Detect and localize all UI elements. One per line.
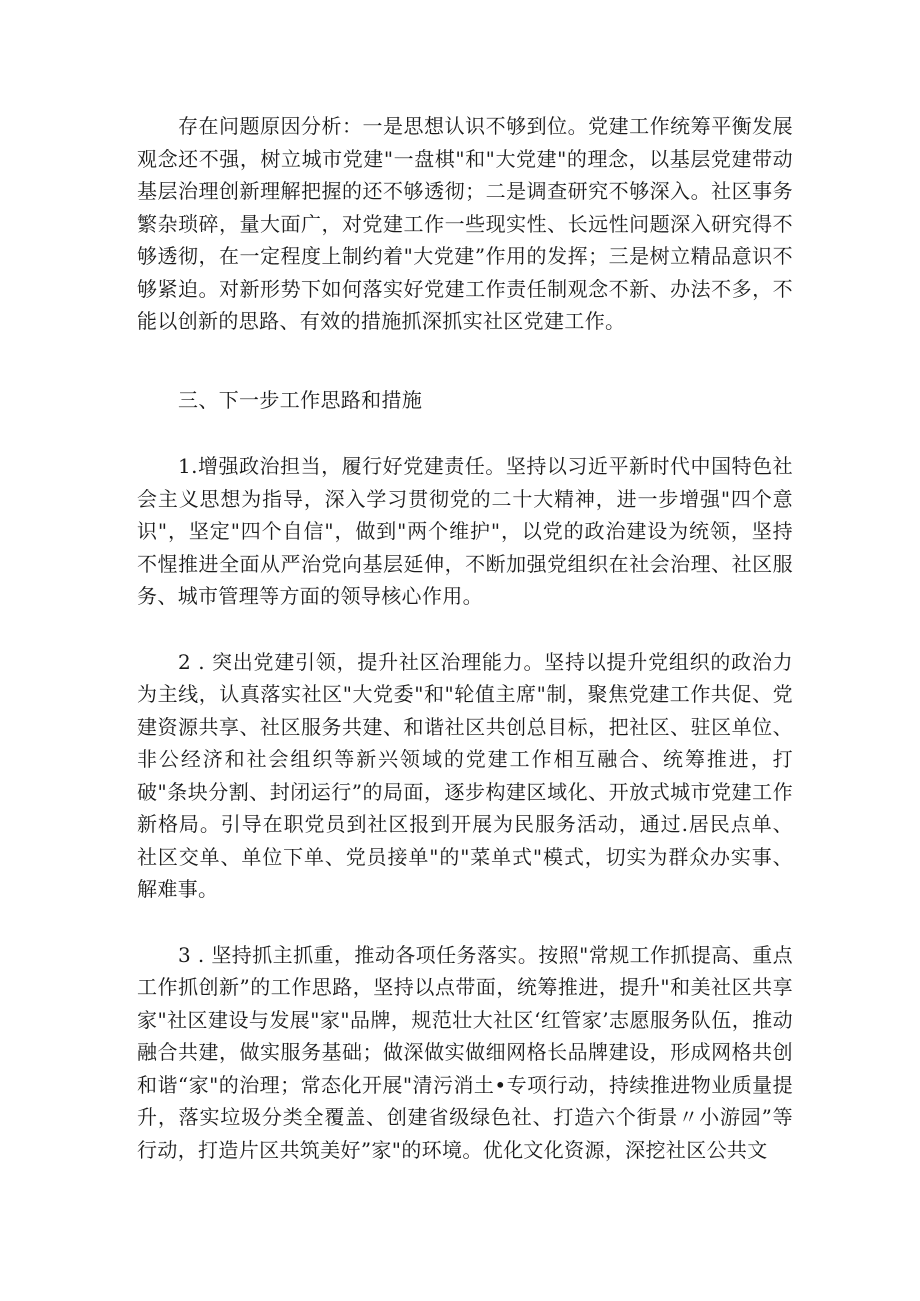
document-body	[137, 110, 793, 1166]
paragraph-cause-analysis: 存在问题原因分析：一是思想认识不够到位。党建工作统筹平衡发展观念还不强，树立城市党建"一盘棋"和"大党建"的理念，以基层党建带动基层治理创新理解把握的还不够透彻；二是调查研究不够深入。社区事务繁杂琐碎，量大面广，对党建工作一些现实性、长远性问题深入研究得不够透彻，在一定程度上制约着"大党建”作用的发挥；三是树立精品意识不够紧迫。对新形势下如何落实好党建工作责任制观念不新、办法不多，不能以创新的思路、有效的措施抓深抓实社区党建工作。	[137, 114, 793, 333]
paragraph-item-2: 2 . 突出党建引领，提升社区治理能力。坚持以提升党组织的政治力为主线，认真落实社区"大党委"和"轮值主席"制，聚焦党建工作共促、党建资源共享、社区服务共建、和谐社区共创总目标，把社区、驻区单位、非公经济和社会组织等新兴领域的党建工作相互融合、统筹推进，打破"条块分割、封闭运行”的局面，逐步构建区域化、开放式城市党建工作新格局。引导在职党员到社区报到开展为民服务活动，通过.居民点单、社区交单、单位下单、党员接单"的"菜单式"模式，切实为群众办实事、解难事。	[137, 649, 793, 901]
section-heading-next-steps: 三、下一步工作思路和措施	[178, 387, 423, 412]
paragraph-item-1: 1.增强政治担当，履行好党建责任。坚持以习近平新时代中国特色社会主义思想为指导，深入学习贯彻党的二十大精神，进一步增强"四个意识"，坚定"四个自信"，做到"两个维护"，以党的政治建设为统领，坚持不惺推进全面从严治党向基层延伸，不断加强党组织在社会治理、社区服务、城市管理等方面的领导核心作用。	[137, 454, 793, 608]
paragraph-item-3: 3 . 坚持抓主抓重，推动各项任务落实。按照"常规工作抓提高、重点工作抓创新”的工作思路，坚持以点带面，统筹推进，提升"和美社区共享家"社区建设与发展"家"品牌，规范壮大社区‘红管家’志愿服务队伍，推动融合共建，做实服务基础；做深做实做细网格长品牌建设，形成网格共创和谐“家"的治理；常态化开展"清污消土•专项行动，持续推进物业质量提升，落实垃圾分类全覆盖、创建省级绿色社、打造六个街景〃小游园”等行动，打造片区共筑美好”家"的环境。优化文化资源，深挖社区公共文	[137, 942, 793, 1162]
